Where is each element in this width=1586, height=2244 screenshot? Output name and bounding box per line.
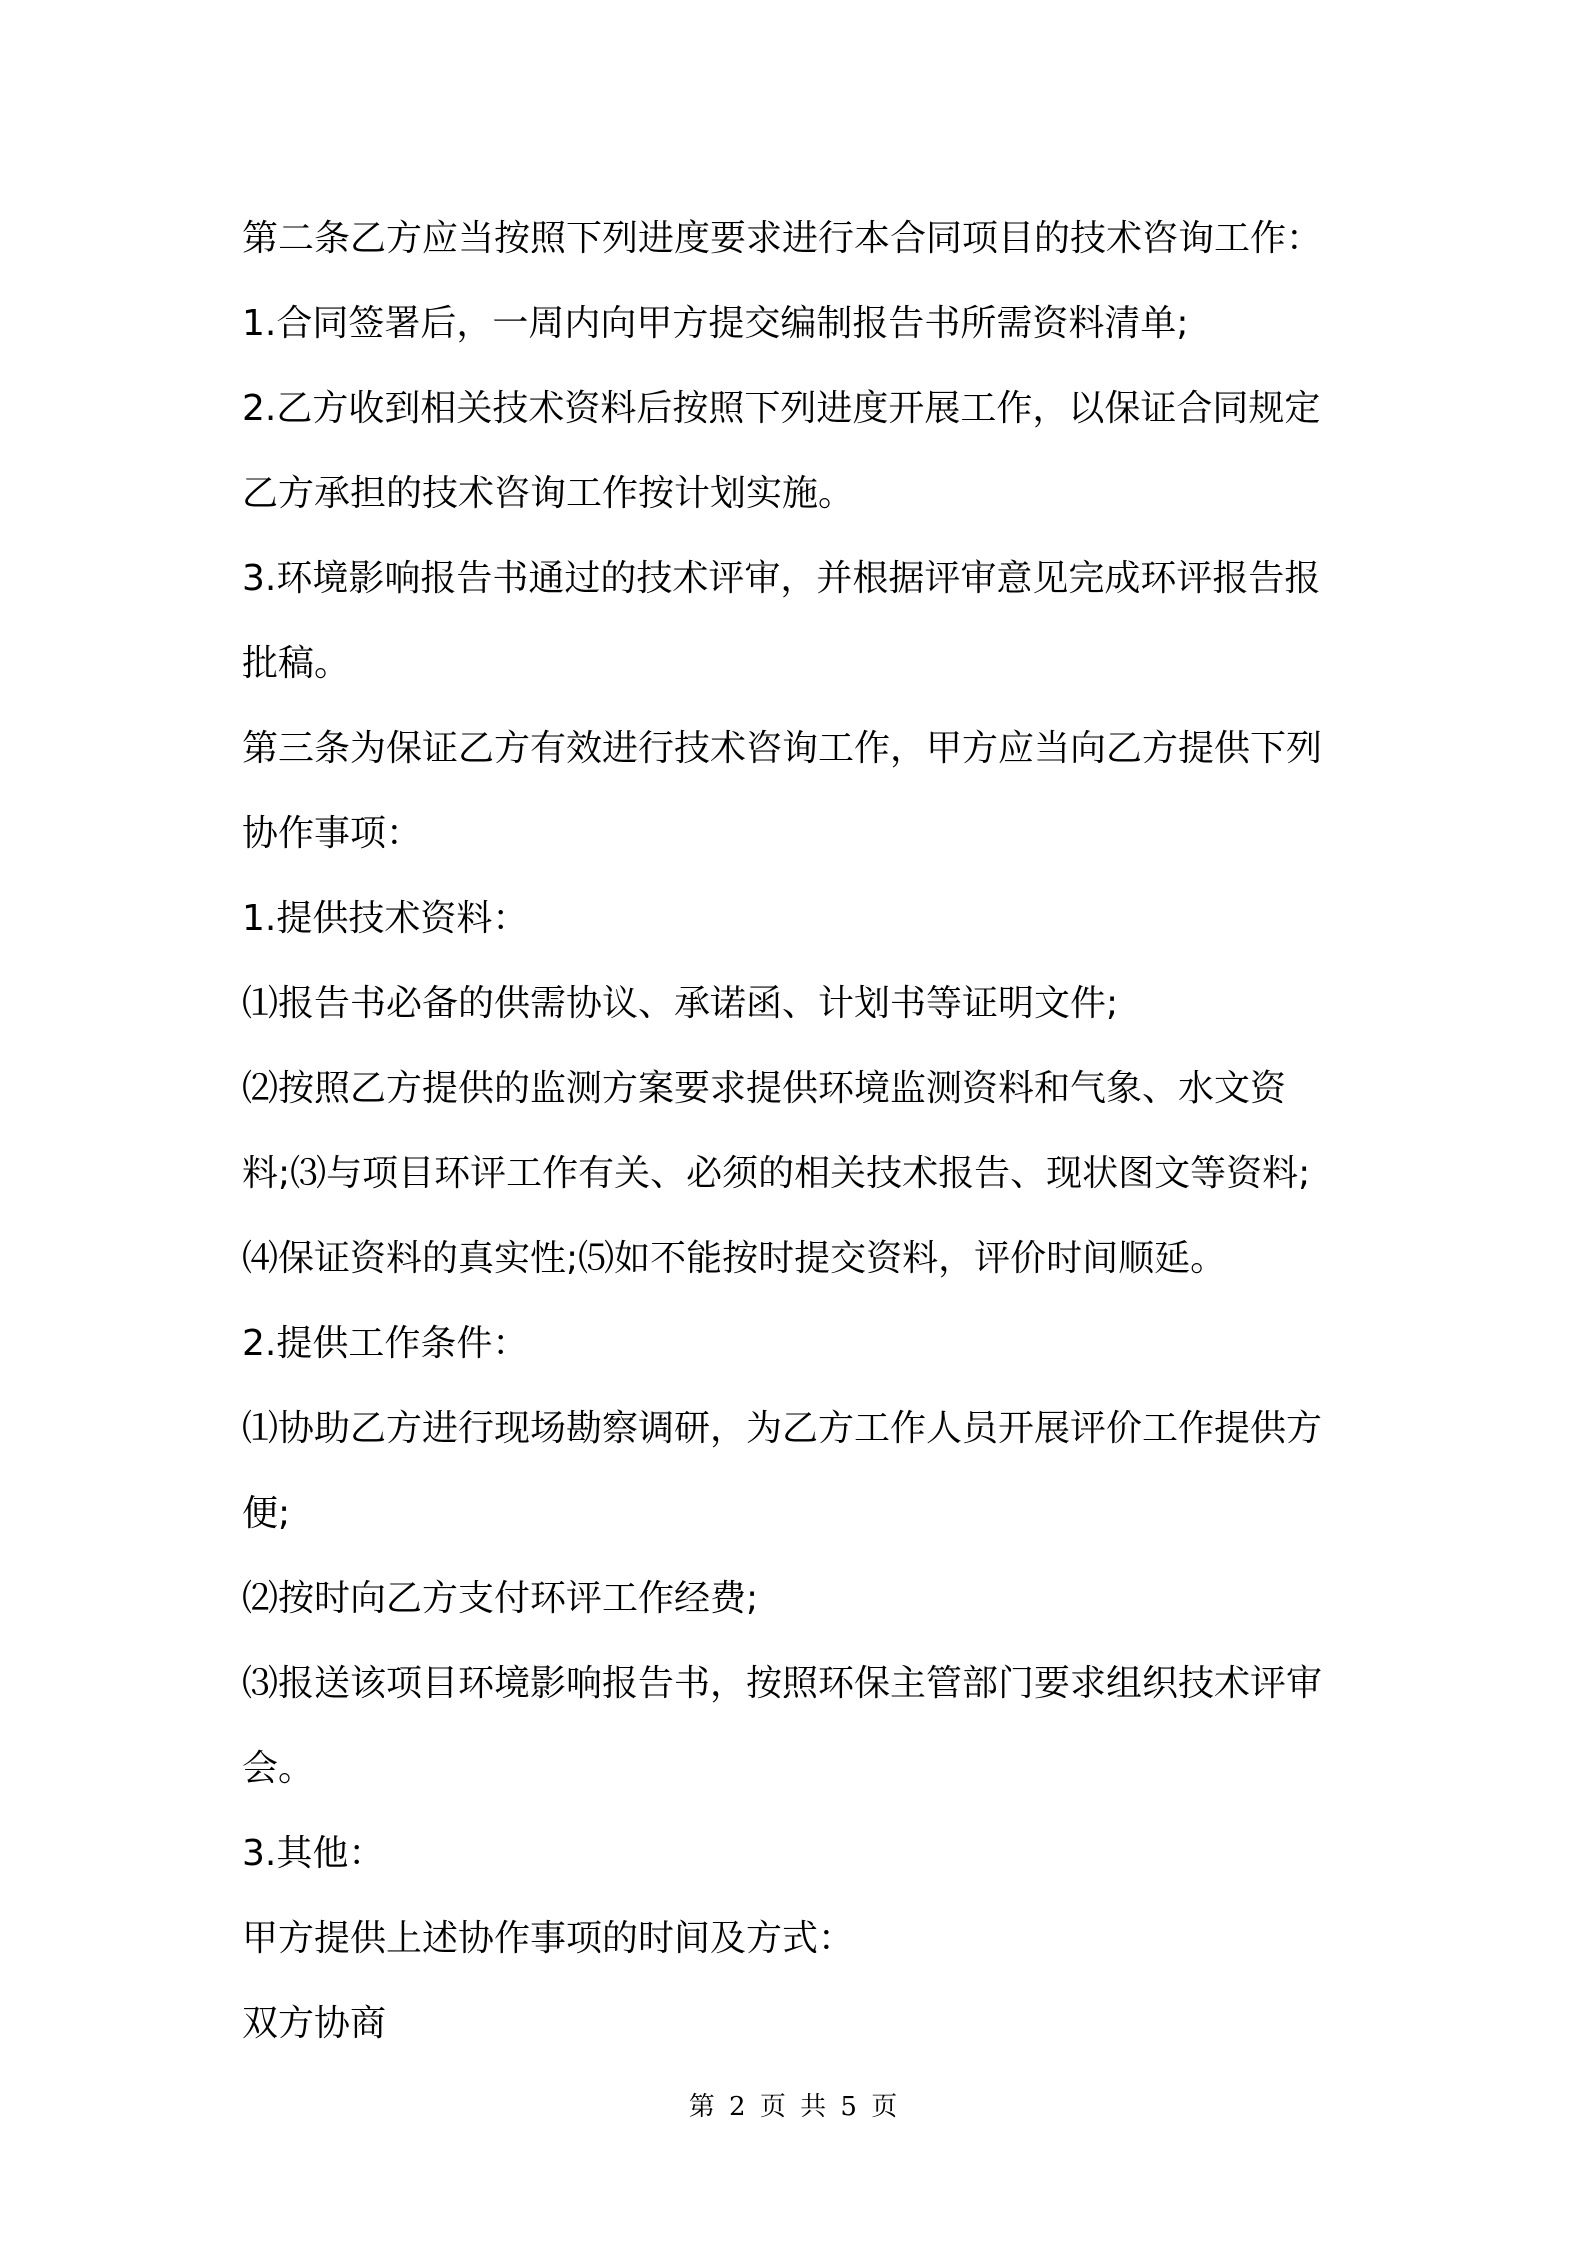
paragraph-line: 会。: [242, 1748, 315, 1789]
paragraph-line: 3.环境影响报告书通过的技术评审，并根据评审意见完成环评报告报: [242, 558, 1321, 599]
paragraph-line: 3.其他：: [242, 1833, 385, 1874]
paragraph-line: 第二条乙方应当按照下列进度要求进行本合同项目的技术咨询工作：: [242, 218, 1323, 259]
paragraph-line: 双方协商: [242, 2003, 387, 2044]
paragraph-line: 1.合同签署后，一周内向甲方提交编制报告书所需资料清单;: [242, 303, 1189, 344]
paragraph-line: 协作事项：: [242, 813, 423, 854]
paragraph-line: ⑵按时向乙方支付环评工作经费;: [242, 1578, 759, 1619]
paragraph-line: 1.提供技术资料：: [242, 898, 529, 939]
paragraph-line: ⑵按照乙方提供的监测方案要求提供环境监测资料和气象、水文资: [242, 1068, 1287, 1109]
paragraph-line: 批稿。: [242, 643, 351, 684]
paragraph-line: 料;⑶与项目环评工作有关、必须的相关技术报告、现状图文等资料;: [242, 1153, 1311, 1194]
paragraph-line: ⑴协助乙方进行现场勘察调研，为乙方工作人员开展评价工作提供方: [242, 1408, 1323, 1449]
paragraph-line: 2.乙方收到相关技术资料后按照下列进度开展工作，以保证合同规定: [242, 388, 1321, 429]
paragraph-line: ⑷保证资料的真实性;⑸如不能按时提交资料，评价时间顺延。: [242, 1238, 1227, 1279]
paragraph-line: ⑶报送该项目环境影响报告书，按照环保主管部门要求组织技术评审: [242, 1663, 1323, 1704]
paragraph-line: 2.提供工作条件：: [242, 1323, 529, 1364]
page-number-footer: 第 2 页 共 5 页: [688, 2092, 898, 2122]
paragraph-line: ⑴报告书必备的供需协议、承诺函、计划书等证明文件;: [242, 983, 1119, 1024]
paragraph-line: 第三条为保证乙方有效进行技术咨询工作，甲方应当向乙方提供下列: [242, 728, 1323, 769]
paragraph-line: 乙方承担的技术咨询工作按计划实施。: [242, 473, 855, 514]
paragraph-line: 甲方提供上述协作事项的时间及方式：: [242, 1918, 855, 1959]
paragraph-line: 便;: [242, 1493, 291, 1534]
document-body: [242, 196, 1362, 2066]
